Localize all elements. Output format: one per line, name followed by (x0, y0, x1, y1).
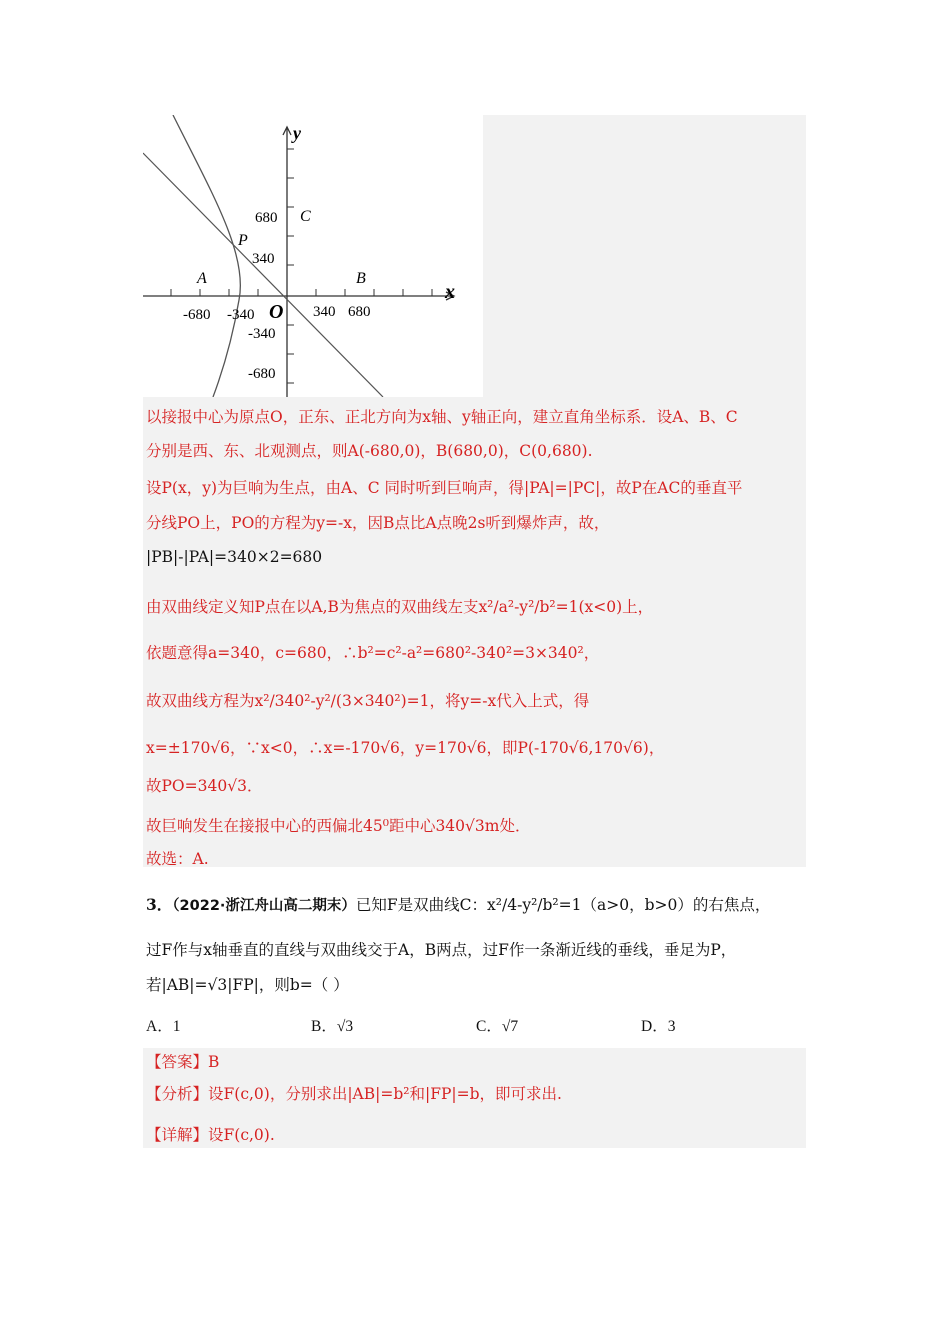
answer-value: B (208, 1053, 220, 1071)
y-tick-label-340: 340 (252, 251, 275, 267)
y-tick-label-m680: -680 (248, 366, 276, 382)
point-a-label: A (197, 270, 207, 287)
detail-line (146, 1124, 275, 1146)
solution-line-8: 故双曲线方程为x²/340²-y²/(3×340²)=1，将y=-x代入上式，得 (146, 692, 590, 710)
detail-tag: 【详解】 (146, 1126, 209, 1144)
x-tick-label-m340: -340 (227, 307, 255, 323)
point-b-label: B (356, 270, 366, 287)
solution-line-5: |PB|-|PA|=340×2=680 (146, 548, 323, 566)
point-p-label: P (238, 232, 248, 249)
option-a[interactable]: A．1 (146, 1018, 181, 1035)
analysis-line (146, 1083, 562, 1105)
question-number: 3． (146, 895, 173, 914)
question-stem-line-3: 若|AB|=√3|FP|，则b=（ ） (146, 976, 349, 994)
question-3-stem (146, 893, 770, 915)
x-axis-label: x (445, 281, 455, 303)
point-c-label: C (300, 208, 311, 225)
answer-line (146, 1051, 219, 1073)
x-tick-label-340: 340 (313, 304, 336, 320)
analysis-text: 设F(c,0)，分别求出|AB|=b²和|FP|=b，即可求出. (208, 1085, 562, 1103)
question-source: （2022·浙江舟山高二期末） (172, 898, 356, 914)
x-tick-label-m680: -680 (183, 307, 211, 323)
option-c[interactable]: C．√7 (476, 1018, 519, 1035)
y-tick-label-680: 680 (255, 210, 278, 226)
solution-line-4: 分线PO上，PO的方程为y=-x，因B点比A点晚2s听到爆炸声，故， (146, 514, 610, 532)
solution-line-7: 依题意得a=340，c=680，∴b²=c²-a²=680²-340²=3×340²， (146, 644, 600, 662)
y-axis-label: y (293, 123, 301, 143)
solution-line-2: 分别是西、东、北观测点，则A(-680,0)，B(680,0)，C(0,680). (146, 442, 593, 460)
x-tick-label-680: 680 (348, 304, 371, 320)
figure-side-panel (482, 115, 806, 397)
question-stem-line-1: 已知F是双曲线C：x²/4-y²/b²=1（a>0，b>0）的右焦点， (355, 896, 771, 914)
detail-text: 设F(c,0). (208, 1126, 275, 1144)
hyperbola-figure (143, 115, 483, 397)
solution-line-10: 故PO=340√3． (146, 777, 263, 795)
answer-tag: 【答案】 (146, 1053, 209, 1071)
option-d[interactable]: D．3 (641, 1018, 676, 1035)
analysis-tag: 【分析】 (146, 1085, 209, 1103)
solution-line-9: x=±170√6，∵x<0，∴x=-170√6，y=170√6，即P(-170√6,170√6)， (146, 739, 665, 757)
solution-line-6: 由双曲线定义知P点在以A,B为焦点的双曲线左支x²/a²-y²/b²=1(x<0)上， (146, 598, 654, 616)
origin-label: O (269, 301, 284, 323)
solution-line-12: 故选：A. (146, 850, 209, 868)
question-stem-line-2: 过F作与x轴垂直的直线与双曲线交于A，B两点，过F作一条渐近线的垂线，垂足为P， (146, 941, 737, 959)
y-tick-label-m340: -340 (248, 326, 276, 342)
solution-line-3: 设P(x，y)为巨响为生点，由A、C 同时听到巨响声，得|PA|=|PC|，故P在AC的垂直平 (146, 479, 743, 497)
solution-line-11: 故巨响发生在接报中心的西偏北45⁰距中心340√3m处． (146, 817, 531, 835)
option-b[interactable]: B．√3 (311, 1018, 354, 1035)
solution-line-1: 以接报中心为原点O，正东、正北方向为x轴、y轴正向，建立直角坐标系．设A、B、C (146, 408, 738, 426)
